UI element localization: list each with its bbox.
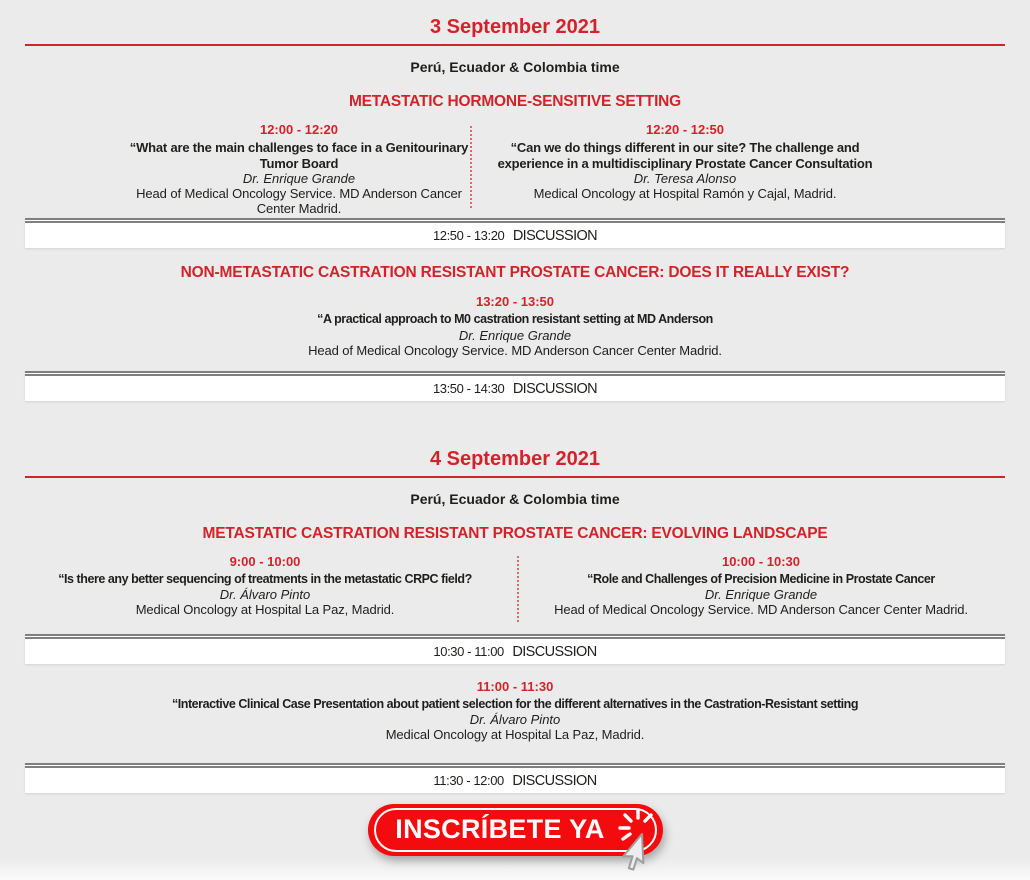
parallel-sessions-row [0,554,1030,634]
discussion-label: DISCUSSION [512,380,598,397]
session-title: “A practical approach to M0 castration resistant setting at MD Anderson [317,312,713,326]
register-button[interactable] [368,804,663,856]
session-title: “Role and Challenges of Precision Medicine in Prostate Cancer [587,571,935,586]
session-affiliation: Medical Oncology at Hospital Ramón y Cajal, Madrid. [533,186,837,201]
session-affiliation: Medical Oncology at Hospital La Paz, Madrid. [135,602,395,617]
day-1-title: 3 September 2021 [429,16,601,38]
session-time: 13:20 - 13:50 [475,294,555,309]
discussion-bar [25,371,1005,401]
theme-heading: NON-METASTATIC CASTRATION RESISTANT PROSTATE CANCER: DOES IT REALLY EXIST? [180,264,850,281]
timezone-note: Perú, Ecuador & Colombia time [410,59,620,75]
session-time: 10:00 - 10:30 [721,553,801,569]
session-block [118,122,480,216]
session-time: 12:20 - 12:50 [645,122,725,137]
dotted-divider [517,556,519,622]
session-title: “What are the main challenges to face in a Genitourinary Tumor Board [129,140,469,171]
session-block [40,679,990,743]
session-affiliation: Head of Medical Oncology Service. MD Anderson Cancer Center Madrid. [554,602,968,617]
session-block [25,554,505,618]
discussion-bar [25,763,1005,793]
discussion-time: 12:50 - 13:20 [432,228,505,243]
session-speaker: Dr. Álvaro Pinto [219,587,311,602]
session-affiliation: Head of Medical Oncology Service. MD Anderson Cancer Center Madrid. [136,186,462,216]
session-title: “Is there any better sequencing of treatments in the metastatic CRPC field? [58,571,472,586]
timezone-note: Perú, Ecuador & Colombia time [410,490,620,507]
session-time: 9:00 - 10:00 [229,553,301,569]
day-2-title: 4 September 2021 [429,447,601,470]
discussion-time: 11:30 - 12:00 [433,773,504,788]
red-rule [25,476,1005,478]
day-1-section [0,0,1030,401]
session-speaker: Dr. Enrique Grande [704,587,818,602]
session-block [535,554,987,618]
discussion-label: DISCUSSION [512,228,598,244]
session-block [485,122,885,201]
dotted-divider [470,126,472,208]
discussion-bar [25,634,1005,664]
red-rule [25,44,1005,46]
session-affiliation: Medical Oncology at Hospital La Paz, Madrid. [385,727,645,742]
discussion-label: DISCUSSION [512,643,597,660]
register-cta [368,804,663,856]
session-speaker: Dr. Enrique Grande [458,327,572,343]
discussion-bar [25,218,1005,248]
discussion-time: 10:30 - 11:00 [433,643,504,659]
discussion-label: DISCUSSION [512,773,597,789]
theme-heading: METASTATIC CASTRATION RESISTANT PROSTATE CANCER: EVOLVING LANDSCAPE [202,524,828,542]
session-title: “Interactive Clinical Case Presentation about patient selection for the different alternatives in the Castration-Resistant setting [171,696,859,711]
discussion-time: 13:50 - 14:30 [432,380,505,396]
session-time: 11:00 - 11:30 [476,678,554,694]
session-speaker: Dr. Teresa Alonso [633,171,737,186]
day-separator-gap [0,401,1030,448]
theme-heading: METASTATIC HORMONE-SENSITIVE SETTING [348,93,682,110]
session-time: 12:00 - 12:20 [259,122,339,137]
session-affiliation: Head of Medical Oncology Service. MD Anderson Cancer Center Madrid. [308,342,722,358]
session-speaker: Dr. Álvaro Pinto [469,712,561,727]
parallel-sessions-row [0,122,1030,214]
session-block [40,294,990,358]
session-speaker: Dr. Enrique Grande [242,171,356,186]
day-2-section [0,448,1030,794]
session-title: “Can we do things different in our site? The challenge and experience in a multidisciplinary Prostate Cancer Consultation [497,140,873,171]
register-button-label: INSCRÍBETE YA [395,814,605,844]
